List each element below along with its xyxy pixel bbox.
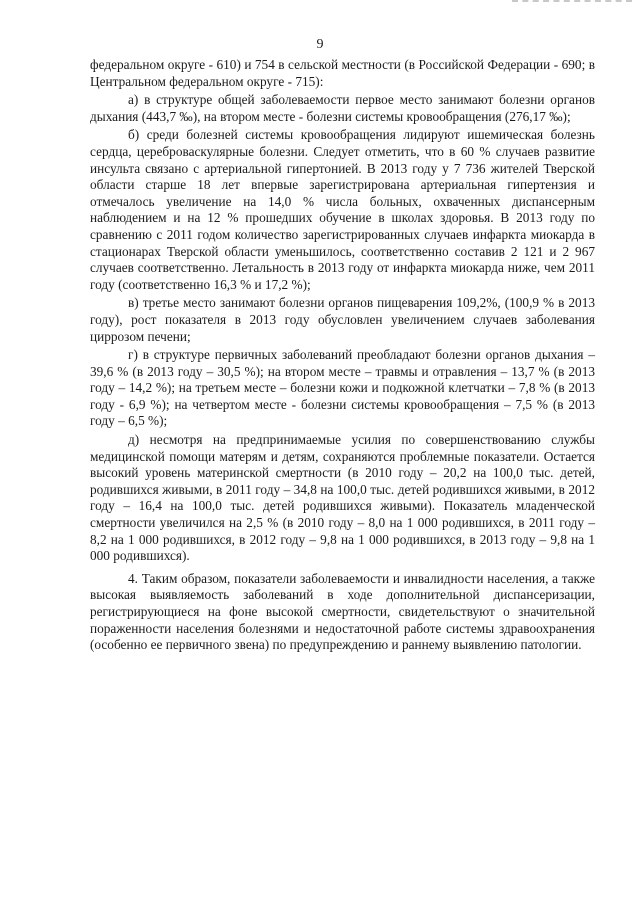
- page-number: 9: [316, 37, 324, 52]
- paragraph-item-a: а) в структуре общей заболеваемости первое место занимают болезни органов дыхания (443,7 ‰), на втором месте - болезни системы кровообращения (276,17 ‰);: [90, 92, 595, 124]
- paragraph-item-g: г) в структуре первичных заболеваний преобладают болезни органов дыхания – 39,6 % (в 2013 году – 30,5 %); на втором месте – травмы и отравления – 13,7 % (в 2013 году – 14,2 %); на третьем месте – болезни кожи и подкожной клетчатки – 7,8 % (в 2013 году - 6,9 %); на четвертом месте - болезни системы кровообращения – 7,5 % (в 2013 году – 6,5 %);: [90, 347, 595, 429]
- paragraph-conclusion: 4. Таким образом, показатели заболеваемости и инвалидности населения, а также высокая выявляемость заболеваний в ходе дополнительной диспансеризации, регистрирующиеся на фоне высокой смертности, свидетельствуют о значительной пораженности населения болезнями и недостаточной работе системы здравоохранения (особенно ее первичного звена) по предупреждению и раннему выявлению патологии.: [90, 570, 595, 653]
- paragraph-item-v: в) третье место занимают болезни органов пищеварения 109,2%, (100,9 % в 2013 году), рост показателя в 2013 году обусловлен увеличением случаев заболевания циррозом печени;: [90, 295, 595, 344]
- paragraph-item-d: д) несмотря на предпринимаемые усилия по совершенствованию службы медицинской помощи матерям и детям, сохраняются проблемные показатели. Остается высокий уровень материнской смертности (в 2010 году – 20,2 на 100,0 тыс. детей, родившихся живыми, в 2011 году – 34,8 на 100,0 тыс. детей родившихся живыми, в 2012 году – 16,4 на 100,0 тыс. детей родившихся живыми). Показатель младенческой смертности увеличился на 2,5 % (в 2010 году – 8,0 на 1 000 родившихся, в 2011 году – 8,2 на 1 000 родившихся, в 2012 году – 9,8 на 1 000 родившихся, в 2013 году – 9,8 на 1 000 родившихся).: [90, 432, 595, 564]
- paragraph-item-b: б) среди болезней системы кровообращения лидируют ишемическая болезнь сердца, цереброваскулярные болезни. Следует отметить, что в 60 % случаев развитие инсульта связано с артериальной гипертонией. В 2013 году у 7 736 жителей Тверской области старше 18 лет впервые зарегистрирована артериальная гипертензия и отмечалось увеличение на 14,0 % числа больных, охваченных диспансерным наблюдением и на 12 % прошедших обучение в школах здоровья. В 2013 году по сравнению с 2011 годом количество зарегистрированных случаев инфаркта миокарда в стационарах Тверской области уменьшилось, соответственно составив 2 121 и 2 967 случаев соответственно. Летальность в 2013 году от инфаркта миокарда ниже, чем 2011 году (соответственно 16,3 % и 17,2 %);: [90, 127, 595, 292]
- scan-edge-mark: [512, 0, 632, 6]
- document-body: [90, 57, 595, 656]
- paragraph-continuation: федеральном округе - 610) и 754 в сельской местности (в Российской Федерации - 690; в Центральном федеральном округе - 715):: [90, 57, 595, 89]
